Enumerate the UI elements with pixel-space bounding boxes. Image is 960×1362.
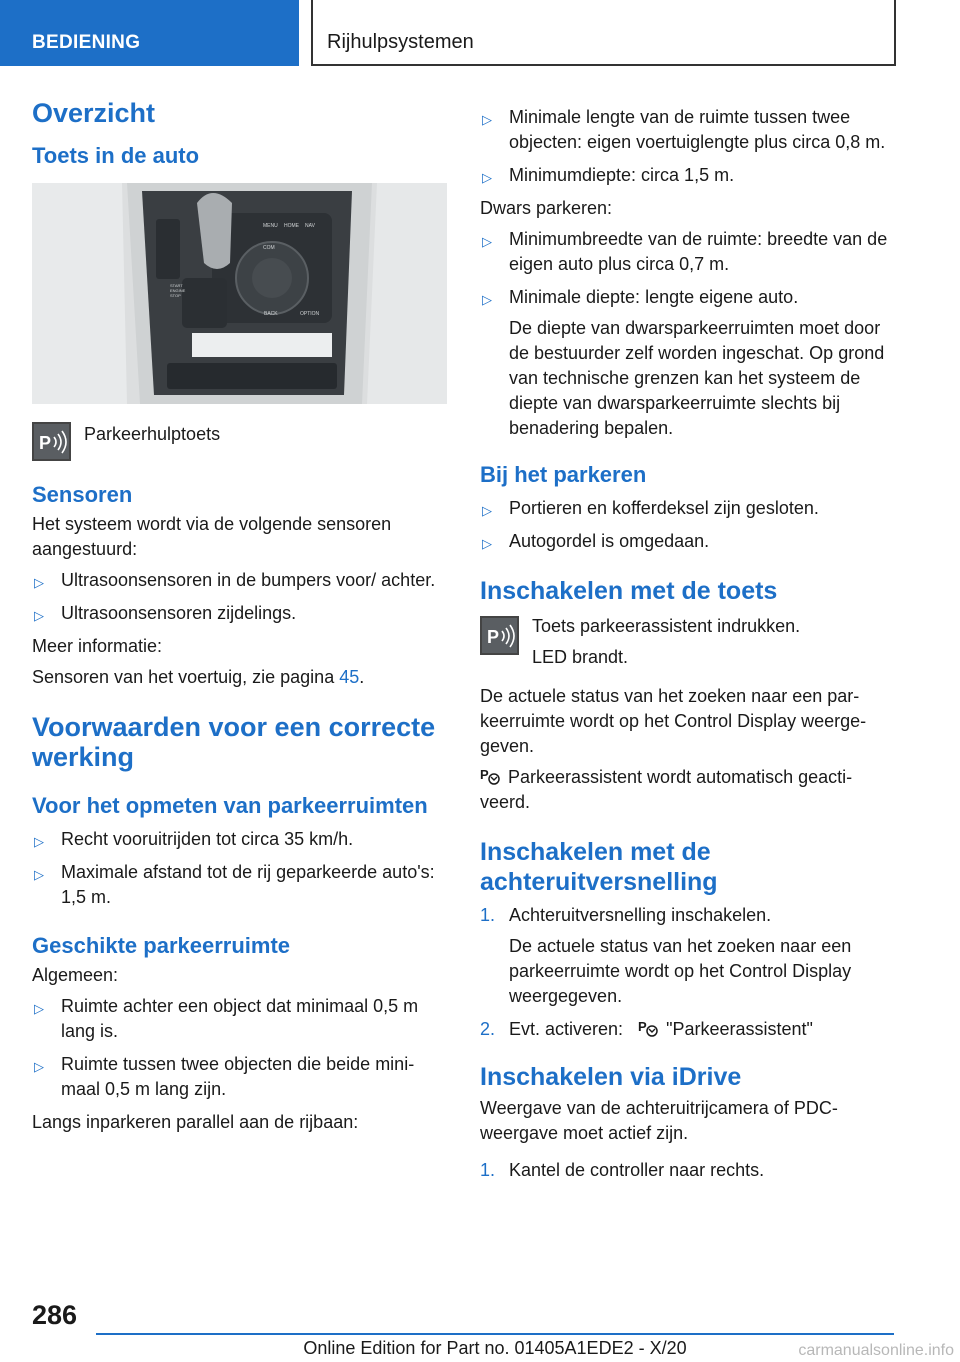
page-reference: Sensoren van het voertuig, zie pagina 45. [32,667,365,687]
page-header [0,0,960,66]
idrive-intro: Weergave van de achteruitrijcamera of PDC-weergave moet actief zijn. [480,1098,838,1143]
dwars-list [480,227,895,441]
chapter-title: Rijhulpsystemen [311,0,896,66]
meer-info: Meer informatie: [32,636,163,656]
list-item: ▷ Recht vooruitrijden tot circa 35 km/h. [32,827,447,852]
toets-line2: LED brandt. [532,647,629,667]
list-item: ▷ Minimale diepte: lengte eigene auto. De diepte van dwarsparkeerruimten moet door de bestuurder zelf worden ingeschat. Op grond van technische grenzen kan het systeem de diepte van dwarsparkeerruimte slechts bij benadering bepalen. [480,285,895,441]
photo-label-back: BACK [264,311,278,317]
list-item: ▷ Portieren en kofferdeksel zijn gesloten. [480,496,895,521]
heading-sensoren: Sensoren [32,482,133,507]
svg-text:P: P [638,1019,647,1034]
dwars-text: Dwars parkeren: [480,198,613,218]
page-number: 286 [32,1300,78,1330]
triangle-right-icon: ▷ [34,834,44,849]
footer-edition: Online Edition for Part no. 01405A1EDE2 - X/20 [303,1338,687,1358]
triangle-right-icon: ▷ [482,170,492,185]
footer-divider [96,1333,894,1335]
parallel-list [480,105,895,188]
list-item: ▷ Minimumbreedte van de ruimte: breedte van de eigen auto plus circa 0,7 m. [482,229,888,274]
list-item: ▷ Minimumdiepte: circa 1,5 m. [480,163,895,188]
bij-list [480,496,895,554]
toets-line1: Toets parkeerassistent indrukken. [532,616,801,636]
triangle-right-icon: ▷ [482,503,492,518]
icon-caption: Parkeerhulptoets [84,424,221,444]
list-item: ▷ Autogordel is omgedaan. [480,529,895,554]
idrive-steps [480,1158,895,1183]
photo-label-menu: MENU [263,223,278,229]
triangle-right-icon: ▷ [482,234,492,249]
heading-overzicht: Overzicht [32,98,156,128]
triangle-right-icon: ▷ [34,867,44,882]
svg-text:P: P [38,432,51,453]
heading-inschakelen-toets: Inschakelen met de toets [480,577,778,605]
heading-geschikt: Geschikte parkeerruimte [32,933,291,958]
photo-label-start: START ENGINE STOP [170,283,186,298]
heading-opmeten: Voor het opmeten van parkeerruimten [32,793,428,818]
parking-assist-icon [32,422,71,461]
parking-assist-icon [480,616,519,655]
heading-toets-in-de-auto: Toets in de auto [32,143,200,168]
list-item: ▷ Ruimte achter een object dat minimaal 0,5 m lang is. [34,996,419,1041]
step-item: 2. Evt. activeren: P "Parkeerassistent" [480,1019,813,1039]
triangle-right-icon: ▷ [482,536,492,551]
auto-activate-text: P Parkeerassistent wordt automatisch geactiveerd. [480,767,853,812]
list-item: ▷ Ruimte tussen twee objecten die beide minimaal 0,5 m lang zijn. [34,1054,415,1099]
sensoren-intro: Het systeem wordt via de volgende sensoren aangestuurd: [32,514,392,559]
triangle-right-icon: ▷ [34,1059,44,1074]
list-item: ▷ Ultrasoonsensoren in de bumpers voor/ achter. [32,568,447,593]
watermark: carmanualsonline.info [798,1342,954,1359]
achteruit-steps [480,903,895,1042]
left-column [32,98,447,1141]
opmeten-list [32,827,447,910]
list-item: ▷ Ultrasoonsensoren zijdelings. [32,601,447,626]
svg-text:P: P [480,767,489,782]
svg-text:P: P [486,626,499,647]
photo-label-option: OPTION [300,311,320,317]
list-item: ▷ Minimale lengte van de ruimte tussen twee objecten: eigen voertuiglengte plus circa 0,8 m. [482,107,886,152]
triangle-right-icon: ▷ [34,608,44,623]
right-column [480,105,895,1191]
parking-assist-icon [480,766,502,786]
photo-label-home: HOME [284,223,299,229]
heading-inschakelen-achteruit: Inschakelen met de achteruitversnelling [480,838,718,896]
photo-label-nav: NAV [305,223,315,229]
heading-bij-het-parkeren: Bij het parkeren [480,462,647,487]
list-item: ▷ Maximale afstand tot de rij geparkeerde auto's: 1,5 m. [34,862,435,907]
status-text: De actuele status van het zoeken naar een parkeerruimte wordt op het Control Display weergegeven. [480,686,867,756]
section-title: BEDIENING [0,0,299,66]
parking-assist-icon [638,1018,660,1038]
photo-label-com: COM [263,245,275,251]
geschikt-list [32,994,447,1102]
step-item: 1. Kantel de controller naar rechts. [480,1160,765,1180]
page-link-45[interactable]: 45 [339,667,360,687]
algemeen: Algemeen: [32,965,119,985]
triangle-right-icon: ▷ [34,1001,44,1016]
triangle-right-icon: ▷ [482,292,492,307]
langs-text: Langs inparkeren parallel aan de rijbaan: [32,1112,359,1132]
triangle-right-icon: ▷ [482,112,492,127]
heading-voorwaarden: Voorwaarden voor een correcte werking [32,712,436,772]
heading-inschakelen-idrive: Inschakelen via iDrive [480,1063,742,1091]
console-photo [32,183,447,404]
dwars-note: De diepte van dwarsparkeerruimten moet door de bestuurder zelf worden ingeschat. Op grond van technische grenzen kan het systeem de diepte van dwarsparkeerruimte slechts bij benadering bepalen. [509,318,885,438]
sensoren-list [32,568,447,626]
triangle-right-icon: ▷ [34,575,44,590]
step-item: 1. Achteruitversnelling inschakelen. De actuele status van het zoeken naar een parkeerruimte wordt op het Control Display weergegeven. [480,905,852,1006]
toets-row [480,614,895,670]
icon-caption-row [32,422,447,461]
